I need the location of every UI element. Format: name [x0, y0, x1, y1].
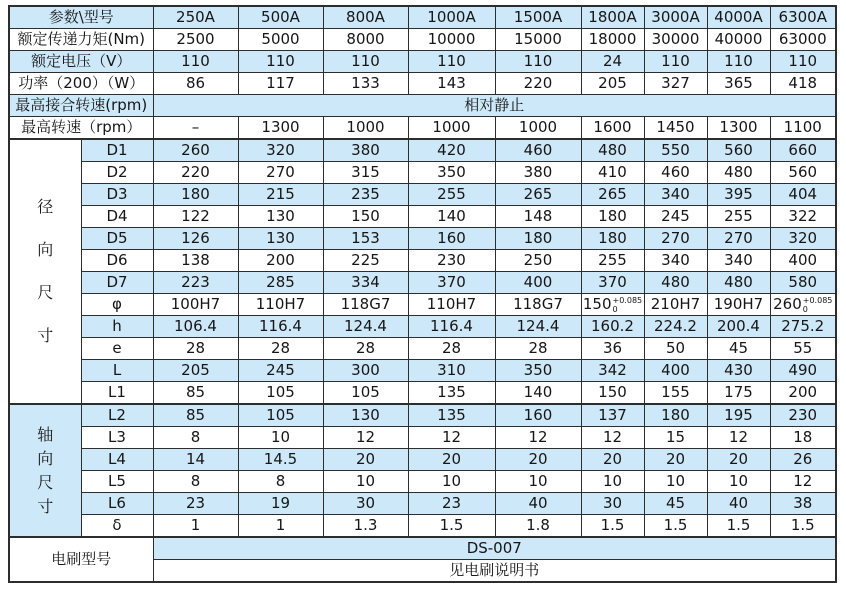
value-cell: 8	[238, 471, 323, 493]
value-cell: 30	[323, 493, 408, 515]
value-cell: 12	[495, 427, 581, 449]
table-row	[9, 382, 836, 405]
value-cell: 85	[153, 382, 238, 405]
value-cell: 40000	[707, 29, 770, 51]
value-cell: 12	[408, 427, 495, 449]
value-cell: 12	[770, 471, 836, 493]
value-cell: 23	[408, 493, 495, 515]
table-row	[9, 73, 836, 95]
model-header-cell: 250A	[153, 6, 238, 29]
value-cell: 560	[707, 139, 770, 162]
model-header-cell: 800A	[323, 6, 408, 29]
value-cell: 24	[581, 51, 644, 73]
value-cell: 110	[238, 51, 323, 73]
value-cell: 1100	[770, 117, 836, 140]
table-row	[9, 537, 836, 560]
value-cell: 265	[581, 184, 644, 206]
value-cell: 1000	[408, 117, 495, 140]
value-cell: 400	[495, 272, 581, 294]
value-cell: 110	[770, 51, 836, 73]
tolerance-sup: +0.085	[612, 295, 643, 305]
spec-label-cell: 最高接合转速(rpm)	[9, 95, 153, 117]
value-cell: 1.5	[581, 515, 644, 538]
value-cell: 180	[153, 184, 238, 206]
spec-label-cell: 额定电压（V）	[9, 51, 153, 73]
value-cell: 480	[707, 162, 770, 184]
value-cell: 225	[323, 250, 408, 272]
value-cell: 400	[644, 360, 707, 382]
value-cell: 180	[495, 228, 581, 250]
table-row	[9, 162, 836, 184]
dim-label-cell: L4	[81, 449, 153, 471]
value-cell: 8	[153, 471, 238, 493]
table-row	[9, 6, 836, 29]
value-cell: 138	[153, 250, 238, 272]
value-cell: 28	[238, 338, 323, 360]
value-cell: 1.3	[323, 515, 408, 538]
value-cell: 190H7	[707, 294, 770, 316]
value-cell: 28	[408, 338, 495, 360]
value-cell: 40	[495, 493, 581, 515]
table-row	[9, 206, 836, 228]
value-cell: 5000	[238, 29, 323, 51]
value-cell: 20	[408, 449, 495, 471]
value-cell: 224.2	[644, 316, 707, 338]
value-cell: 285	[238, 272, 323, 294]
brush-label-cell: 电刷型号	[9, 537, 153, 582]
table-row	[9, 250, 836, 272]
spec-label-cell: 功率（200）（W）	[9, 73, 153, 95]
value-cell: 117	[238, 73, 323, 95]
value-cell: 327	[644, 73, 707, 95]
value-cell: 110H7	[408, 294, 495, 316]
group-label-cell	[9, 139, 81, 404]
value-cell: 105	[323, 382, 408, 405]
value-cell: 85	[153, 404, 238, 427]
value-cell: 322	[770, 206, 836, 228]
value-cell: 110	[153, 51, 238, 73]
value-cell: 110	[707, 51, 770, 73]
value-cell: 30000	[644, 29, 707, 51]
value-cell: 260	[153, 139, 238, 162]
value-cell: 110	[644, 51, 707, 73]
value-cell: 255	[581, 250, 644, 272]
value-cell: 480	[644, 272, 707, 294]
value-cell: 12	[581, 427, 644, 449]
value-cell: 140	[408, 206, 495, 228]
spec-label-cell: 额定传递力矩(Nm)	[9, 29, 153, 51]
brush-value-cell: DS-007	[153, 537, 836, 560]
value-cell: 365	[707, 73, 770, 95]
dim-label-cell: D5	[81, 228, 153, 250]
value-cell: 55	[770, 338, 836, 360]
value-cell: 143	[408, 73, 495, 95]
value-cell: 340	[644, 250, 707, 272]
value-cell: 430	[707, 360, 770, 382]
table-row	[9, 360, 836, 382]
tolerance-sub: 0	[612, 304, 618, 314]
value-cell: 1.5	[707, 515, 770, 538]
value-cell: 18000	[581, 29, 644, 51]
model-header-cell: 6300A	[770, 6, 836, 29]
value-cell: 350	[408, 162, 495, 184]
value-cell: 63000	[770, 29, 836, 51]
dim-label-cell: h	[81, 316, 153, 338]
value-cell: 153	[323, 228, 408, 250]
value-cell: 15000	[495, 29, 581, 51]
group-label-text: 径 向 尺 寸	[37, 197, 54, 345]
value-cell: 220	[495, 73, 581, 95]
value-cell: 250	[495, 250, 581, 272]
value-cell: 105	[238, 382, 323, 405]
value-cell: 140	[495, 382, 581, 405]
dim-label-cell: L5	[81, 471, 153, 493]
value-cell: 20	[581, 449, 644, 471]
value-cell: 255	[408, 184, 495, 206]
value-cell: 45	[644, 493, 707, 515]
value-cell: 10	[495, 471, 581, 493]
value-cell: –	[153, 117, 238, 140]
value-cell: 38	[770, 493, 836, 515]
value-cell: 8000	[323, 29, 408, 51]
value-cell: 1.5	[408, 515, 495, 538]
model-header-cell: 3000A	[644, 6, 707, 29]
tolerance-stack	[613, 296, 643, 314]
table-row	[9, 404, 836, 427]
value-cell: 26	[770, 449, 836, 471]
dim-label-cell: L1	[81, 382, 153, 405]
value-cell: 10	[581, 471, 644, 493]
value-cell: 2500	[153, 29, 238, 51]
value-cell: 342	[581, 360, 644, 382]
dim-label-cell: D1	[81, 139, 153, 162]
table-row	[9, 338, 836, 360]
table-row	[9, 272, 836, 294]
group-label-text: 轴 向 尺 寸	[37, 424, 54, 516]
value-cell: 340	[707, 250, 770, 272]
value-cell: 1.5	[770, 515, 836, 538]
value-cell: 180	[581, 228, 644, 250]
value-cell: 400	[770, 250, 836, 272]
value-cell: 150	[323, 206, 408, 228]
value-cell: 130	[323, 404, 408, 427]
value-cell: 245	[238, 360, 323, 382]
table-row	[9, 471, 836, 493]
value-cell: 210H7	[644, 294, 707, 316]
value-cell: 1450	[644, 117, 707, 140]
table-row	[9, 449, 836, 471]
value-cell: 28	[153, 338, 238, 360]
table-row	[9, 316, 836, 338]
model-header-cell: 1500A	[495, 6, 581, 29]
value-cell: 36	[581, 338, 644, 360]
value-cell: 12	[707, 427, 770, 449]
value-cell: 300	[323, 360, 408, 382]
model-header-cell: 1000A	[408, 6, 495, 29]
value-cell: 560	[770, 162, 836, 184]
value-cell: 8	[153, 427, 238, 449]
table-row	[9, 294, 836, 316]
value-cell: 150	[581, 382, 644, 405]
value-cell: 106.4	[153, 316, 238, 338]
value-cell: 1.5	[644, 515, 707, 538]
value-cell: 660	[770, 139, 836, 162]
value-cell: 223	[153, 272, 238, 294]
table-row	[9, 95, 836, 117]
value-cell: 320	[770, 228, 836, 250]
dim-label-cell: D4	[81, 206, 153, 228]
value-cell: 310	[408, 360, 495, 382]
value-cell: 10	[238, 427, 323, 449]
value-cell: 334	[323, 272, 408, 294]
dim-label-cell: L6	[81, 493, 153, 515]
dim-label-cell: D7	[81, 272, 153, 294]
value-cell: 137	[581, 404, 644, 427]
value-cell: 265	[495, 184, 581, 206]
value-cell: 480	[581, 139, 644, 162]
value-cell: 580	[770, 272, 836, 294]
value-cell: 50	[644, 338, 707, 360]
value-cell: 20	[707, 449, 770, 471]
value-cell: 14.5	[238, 449, 323, 471]
value-cell: 380	[495, 162, 581, 184]
value-cell: 205	[581, 73, 644, 95]
model-header-cell: 1800A	[581, 6, 644, 29]
value-cell: 110	[408, 51, 495, 73]
tolerance-base: 260	[773, 295, 802, 313]
value-cell: 12	[323, 427, 408, 449]
value-cell: 200.4	[707, 316, 770, 338]
value-cell: 420	[408, 139, 495, 162]
value-cell: 1000	[495, 117, 581, 140]
value-cell: 10000	[408, 29, 495, 51]
value-cell: 28	[323, 338, 408, 360]
table-row	[9, 228, 836, 250]
value-cell: 200	[238, 250, 323, 272]
value-cell: 245	[644, 206, 707, 228]
value-cell: 118G7	[323, 294, 408, 316]
table-row	[9, 51, 836, 73]
dim-label-cell: φ	[81, 294, 153, 316]
value-cell: 1600	[581, 117, 644, 140]
value-cell: 23	[153, 493, 238, 515]
value-cell: 100H7	[153, 294, 238, 316]
value-cell: 110	[323, 51, 408, 73]
value-cell: 10	[644, 471, 707, 493]
value-cell: 395	[707, 184, 770, 206]
value-cell: 135	[408, 382, 495, 405]
value-cell: 155	[644, 382, 707, 405]
value-cell: 40	[707, 493, 770, 515]
value-cell: 15	[644, 427, 707, 449]
value-cell: 110	[495, 51, 581, 73]
value-cell: 1300	[707, 117, 770, 140]
value-cell: 175	[707, 382, 770, 405]
value-cell: 200	[770, 382, 836, 405]
dim-label-cell: D3	[81, 184, 153, 206]
value-cell: 418	[770, 73, 836, 95]
value-cell: 1300	[238, 117, 323, 140]
value-cell: 1	[238, 515, 323, 538]
value-cell: 1	[153, 515, 238, 538]
value-cell: 130	[238, 228, 323, 250]
dim-label-cell: L3	[81, 427, 153, 449]
value-cell: 255	[707, 206, 770, 228]
value-cell: 350	[495, 360, 581, 382]
value-cell: 18	[770, 427, 836, 449]
tolerance-sup: +0.085	[802, 295, 833, 305]
value-cell: 20	[644, 449, 707, 471]
table-row	[9, 184, 836, 206]
value-cell: 124.4	[495, 316, 581, 338]
dim-label-cell: L2	[81, 404, 153, 427]
value-cell: 340	[644, 184, 707, 206]
value-cell: 118G7	[495, 294, 581, 316]
value-cell: 235	[323, 184, 408, 206]
value-cell: 14	[153, 449, 238, 471]
value-cell: 460	[495, 139, 581, 162]
value-cell: 550	[644, 139, 707, 162]
value-cell: 220	[153, 162, 238, 184]
value-cell: 30	[581, 493, 644, 515]
model-header-cell: 4000A	[707, 6, 770, 29]
value-cell: 20	[323, 449, 408, 471]
value-cell: 116.4	[238, 316, 323, 338]
value-cell: 160	[408, 228, 495, 250]
group-label-cell	[9, 404, 81, 537]
value-cell: 205	[153, 360, 238, 382]
value-cell: 270	[707, 228, 770, 250]
brush-value-cell: 见电刷说明书	[153, 560, 836, 583]
value-cell: 230	[770, 404, 836, 427]
value-cell: 19	[238, 493, 323, 515]
dim-label-cell: δ	[81, 515, 153, 538]
value-cell: 370	[408, 272, 495, 294]
value-cell: 410	[581, 162, 644, 184]
value-cell: 122	[153, 206, 238, 228]
value-cell: 124.4	[323, 316, 408, 338]
value-cell: 126	[153, 228, 238, 250]
table-row	[9, 493, 836, 515]
param-model-header-cell: 参数\型号	[9, 6, 153, 29]
value-cell: 404	[770, 184, 836, 206]
table-row	[9, 427, 836, 449]
value-cell: 148	[495, 206, 581, 228]
value-cell: 105	[238, 404, 323, 427]
value-cell: 135	[408, 404, 495, 427]
table-row	[9, 139, 836, 162]
value-cell	[581, 294, 644, 316]
value-cell: 480	[707, 272, 770, 294]
value-cell: 370	[581, 272, 644, 294]
table-row	[9, 29, 836, 51]
value-cell: 10	[408, 471, 495, 493]
value-cell: 133	[323, 73, 408, 95]
value-cell: 195	[707, 404, 770, 427]
value-cell: 10	[707, 471, 770, 493]
value-cell: 110H7	[238, 294, 323, 316]
value-cell	[770, 294, 836, 316]
value-cell: 380	[323, 139, 408, 162]
value-cell: 10	[323, 471, 408, 493]
value-cell: 1.8	[495, 515, 581, 538]
tolerance-base: 150	[582, 295, 612, 313]
value-cell: 270	[644, 228, 707, 250]
value-cell: 180	[644, 404, 707, 427]
value-cell: 28	[495, 338, 581, 360]
value-cell: 315	[323, 162, 408, 184]
spec-label-cell: 最高转速（rpm）	[9, 117, 153, 140]
value-cell: 180	[581, 206, 644, 228]
value-cell: 160	[495, 404, 581, 427]
value-cell: 230	[408, 250, 495, 272]
value-cell: 20	[495, 449, 581, 471]
value-cell: 320	[238, 139, 323, 162]
value-cell: 86	[153, 73, 238, 95]
value-cell: 490	[770, 360, 836, 382]
dim-label-cell: e	[81, 338, 153, 360]
value-cell: 116.4	[408, 316, 495, 338]
tolerance-stack	[803, 296, 833, 314]
value-cell: 460	[644, 162, 707, 184]
value-cell: 160.2	[581, 316, 644, 338]
table-row	[9, 515, 836, 538]
value-cell: 130	[238, 206, 323, 228]
model-header-cell: 500A	[238, 6, 323, 29]
value-cell: 270	[238, 162, 323, 184]
dim-label-cell: L	[81, 360, 153, 382]
table-row	[9, 117, 836, 140]
merged-value-cell: 相对静止	[153, 95, 836, 117]
tolerance-sub: 0	[802, 304, 808, 314]
dim-label-cell: D2	[81, 162, 153, 184]
value-cell: 215	[238, 184, 323, 206]
value-cell: 45	[707, 338, 770, 360]
value-cell: 1000	[323, 117, 408, 140]
spec-table	[8, 5, 837, 583]
dim-label-cell: D6	[81, 250, 153, 272]
value-cell: 275.2	[770, 316, 836, 338]
